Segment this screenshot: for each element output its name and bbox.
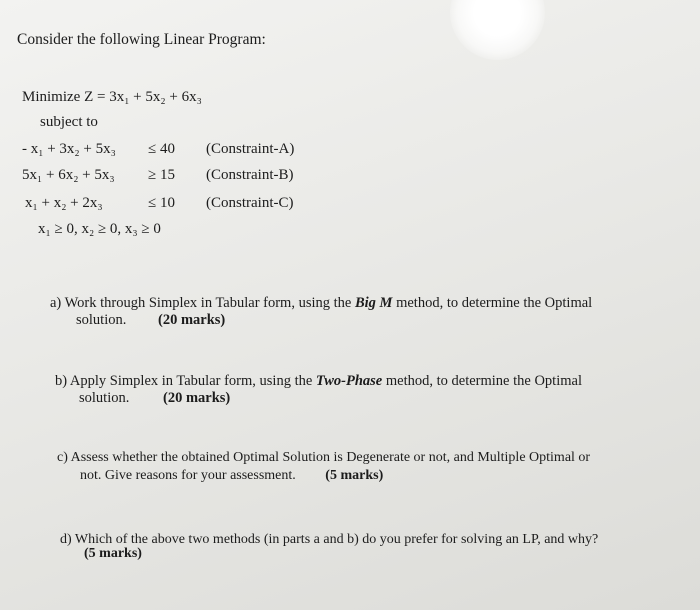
question-c-label: c) bbox=[57, 450, 68, 465]
constraint-b-relation: ≥ 15 bbox=[148, 167, 175, 183]
constraint-c-lhs: x₁ + x₂ + 2x₃ bbox=[25, 195, 103, 211]
question-c-line2: not. Give reasons for your assessment. (5 marks) bbox=[80, 468, 384, 483]
two-phase-method: Two-Phase bbox=[315, 373, 383, 389]
constraint-c-relation: ≤ 10 bbox=[148, 195, 175, 211]
constraint-a-lhs: - x₁ + 3x₂ + 5x₃ bbox=[22, 141, 116, 157]
question-d-line2 bbox=[84, 545, 142, 563]
constraint-a-name: (Constraint-A) bbox=[206, 141, 295, 157]
question-d-marks: (5 marks) bbox=[84, 546, 142, 561]
constraint-c-name: (Constraint-C) bbox=[206, 195, 294, 211]
question-a-marks: (20 marks) bbox=[157, 312, 226, 328]
question-c-line1: c) Assess whether the obtained Optimal Solution is Degenerate or not, and Multiple Optimal or bbox=[57, 450, 591, 465]
light-glare bbox=[450, 0, 545, 60]
intro-text: Consider the following Linear Program: bbox=[17, 31, 266, 48]
question-a-line1: a) Work through Simplex in Tabular form, using the Big M method, to determine the Optimal bbox=[50, 295, 593, 311]
question-a-label: a) bbox=[50, 295, 62, 311]
question-b-marks: (20 marks) bbox=[162, 390, 231, 406]
question-d-label: d) bbox=[60, 532, 72, 547]
question-a-line2: solution. (20 marks) bbox=[76, 312, 226, 328]
question-d-line1: d) Which of the above two methods (in parts a and b) do you prefer for solving an LP, and why? bbox=[60, 532, 599, 547]
question-c-marks: (5 marks) bbox=[325, 468, 384, 483]
big-m-method: Big M bbox=[354, 295, 393, 311]
question-b-label: b) bbox=[55, 373, 68, 389]
subject-to-label: subject to bbox=[40, 114, 98, 130]
non-negativity: x₁ ≥ 0, x₂ ≥ 0, x₃ ≥ 0 bbox=[38, 221, 161, 237]
constraint-b-lhs: 5x₁ + 6x₂ + 5x₃ bbox=[22, 167, 115, 183]
question-b-line1: b) Apply Simplex in Tabular form, using the Two-Phase method, to determine the Optimal bbox=[55, 373, 582, 389]
constraint-a-relation: ≤ 40 bbox=[148, 141, 175, 157]
question-b-line2: solution. (20 marks) bbox=[79, 390, 231, 406]
constraint-b-name: (Constraint-B) bbox=[206, 167, 294, 183]
objective-function: Minimize Z = 3x₁ + 5x₂ + 6x₃ bbox=[22, 89, 202, 105]
